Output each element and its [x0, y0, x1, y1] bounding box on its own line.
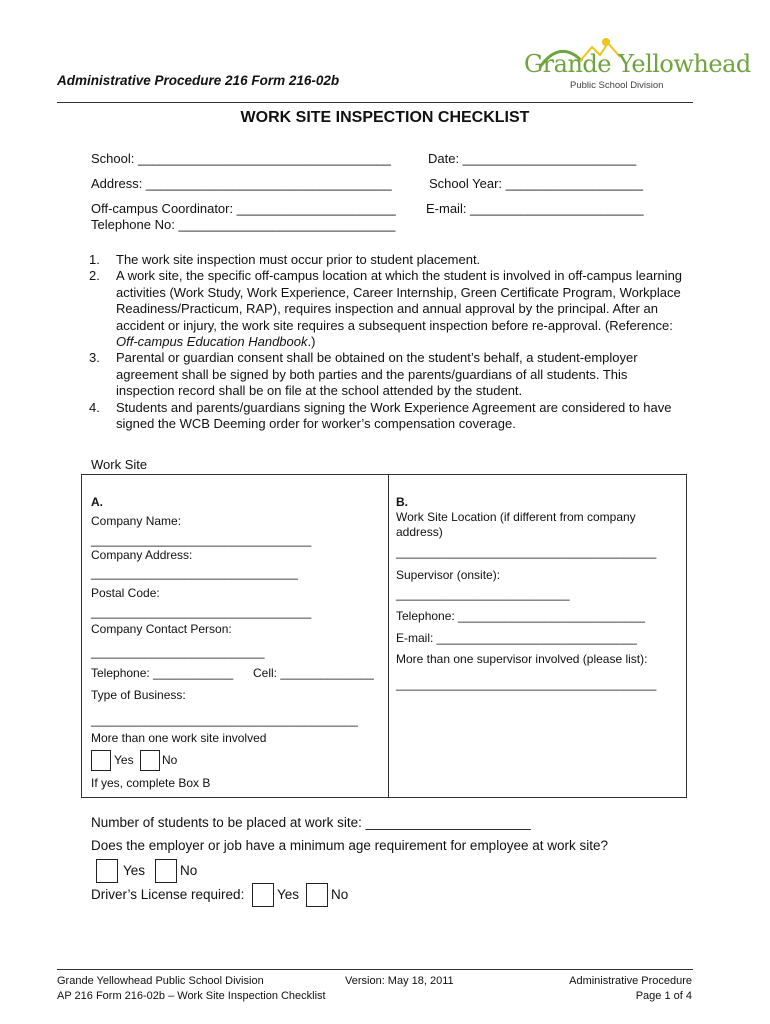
- column-a-heading: A.: [91, 495, 103, 509]
- company-address-input[interactable]: _______________________________: [91, 566, 298, 580]
- procedure-title: Administrative Procedure 216 Form 216-02b: [57, 73, 340, 88]
- min-age-no-checkbox[interactable]: [155, 859, 177, 883]
- business-type-input[interactable]: ________________________________________: [91, 713, 358, 727]
- work-site-location-input[interactable]: _______________________________________: [396, 545, 657, 559]
- footer-divider: [57, 969, 693, 970]
- multiple-sites-yes-checkbox[interactable]: [91, 750, 111, 771]
- license-no-checkbox[interactable]: [306, 883, 328, 907]
- business-type-label: Type of Business:: [91, 688, 186, 702]
- footer-form: AP 216 Form 216-02b – Work Site Inspection Checklist: [57, 990, 326, 1002]
- page-title: WORK SITE INSPECTION CHECKLIST: [240, 109, 530, 126]
- school-division-logo: [520, 33, 751, 95]
- company-address-label: Company Address:: [91, 548, 193, 562]
- company-name-label: Company Name:: [91, 514, 182, 528]
- multiple-sites-yes-label: Yes: [114, 753, 134, 767]
- supervisor-telephone-field[interactable]: Telephone: ____________________________: [396, 609, 645, 623]
- supervisor-label: Supervisor (onsite):: [396, 568, 501, 582]
- if-yes-note: If yes, complete Box B: [91, 776, 211, 790]
- license-no-label: No: [331, 887, 349, 902]
- students-count-field[interactable]: Number of students to be placed at work site: ______________________: [91, 815, 531, 830]
- footer-procedure: Administrative Procedure: [569, 975, 692, 987]
- date-field[interactable]: Date: ________________________: [428, 151, 637, 166]
- postal-code-label: Postal Code:: [91, 586, 160, 600]
- supervisor-input[interactable]: __________________________: [396, 587, 570, 601]
- license-yes-checkbox[interactable]: [252, 883, 274, 907]
- address-field[interactable]: Address: __________________________________: [91, 176, 392, 191]
- work-site-divider: [388, 474, 389, 798]
- min-age-yes-label: Yes: [123, 863, 146, 878]
- min-age-yes-checkbox[interactable]: [96, 859, 118, 883]
- multiple-sites-no-checkbox[interactable]: [140, 750, 160, 771]
- instruction-list: [89, 252, 689, 432]
- company-telephone-field[interactable]: Telephone: ____________: [91, 666, 234, 680]
- school-year-field[interactable]: School Year: ___________________: [429, 176, 643, 191]
- list-item: 4. Students and parents/guardians signing the Work Experience Agreement are considered to have signed the WCB Deeming order for worker’s compensation coverage.: [89, 399, 672, 432]
- company-name-input[interactable]: _________________________________: [91, 533, 312, 547]
- postal-code-input[interactable]: _________________________________: [91, 605, 312, 619]
- footer-page-number: Page 1 of 4: [635, 990, 692, 1002]
- header-divider: [57, 102, 693, 103]
- multiple-sites-label: More than one work site involved: [91, 731, 267, 745]
- license-yes-label: Yes: [277, 887, 300, 902]
- company-cell-field[interactable]: Cell: ______________: [253, 666, 374, 680]
- footer-version: Version: May 18, 2011: [345, 975, 454, 987]
- min-age-no-label: No: [180, 863, 198, 878]
- license-question: Driver’s License required:: [91, 887, 245, 902]
- telephone-field[interactable]: Telephone No: ______________________________: [91, 217, 396, 232]
- supervisor-email-field[interactable]: E-mail: ______________________________: [396, 631, 637, 645]
- logo-name: Grande Yellowhead: [524, 50, 751, 78]
- multiple-sites-no-label: No: [162, 753, 178, 767]
- list-item: 2. A work site, the specific off-campus location at which the student is involved in off-campus learning activities (Work Study, Work Experience, Career Internship, Green Certificate Program, Workplace Readiness/Practicum, RAP), requires inspection and annual approval by the principal. After an accident or injury, the work site requires a subsequent inspection before re-approval. (Reference: Off-campus Education Handbook.): [89, 268, 683, 350]
- school-field[interactable]: School: ___________________________________: [91, 151, 392, 166]
- work-site-label: Work Site: [91, 457, 148, 472]
- min-age-question: Does the employer or job have a minimum age requirement for employee at work site?: [91, 838, 608, 853]
- list-item: 1. The work site inspection must occur prior to student placement.: [89, 252, 481, 267]
- logo-subtitle: Public School Division: [570, 80, 664, 91]
- multiple-supervisors-label: More than one supervisor involved (please list):: [396, 652, 648, 666]
- work-site-location-label: Work Site Location (if different from company address): [396, 510, 636, 539]
- coordinator-field[interactable]: Off-campus Coordinator: ______________________: [91, 201, 396, 216]
- contact-person-input[interactable]: __________________________: [91, 645, 265, 659]
- email-field[interactable]: E-mail: ________________________: [426, 201, 644, 216]
- column-b-heading: B.: [396, 495, 408, 509]
- footer-org: Grande Yellowhead Public School Division: [57, 975, 264, 987]
- contact-person-label: Company Contact Person:: [91, 622, 232, 636]
- multiple-supervisors-input[interactable]: _______________________________________: [396, 677, 657, 691]
- list-item: 3. Parental or guardian consent shall be obtained on the student’s behalf, a student-employer agreement shall be signed by both parties and the parents/guardians of all students. This inspection record shall be on file at the school attended by the student.: [89, 350, 638, 399]
